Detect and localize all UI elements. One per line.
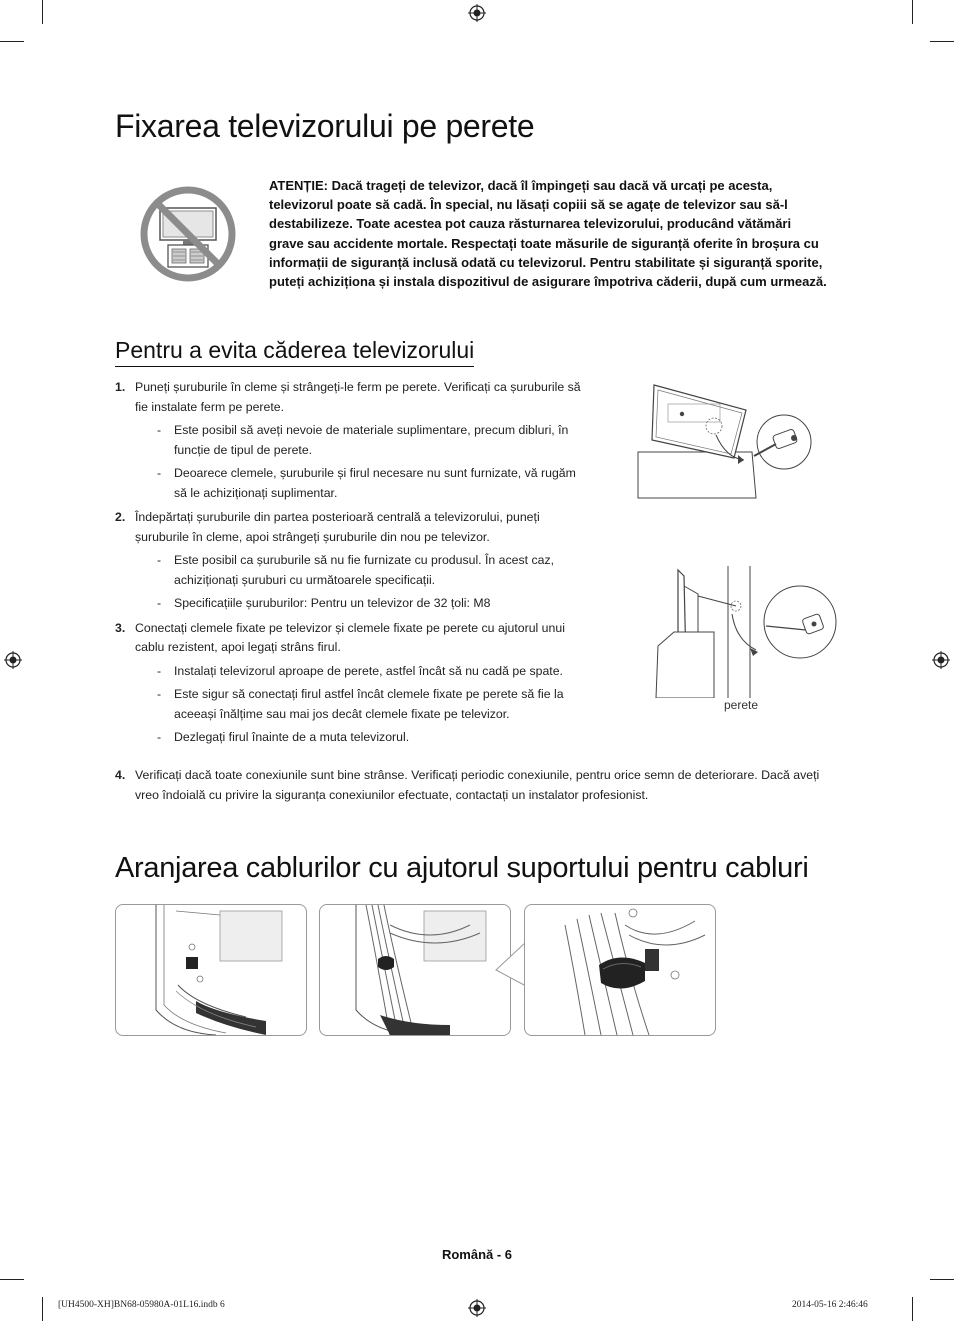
sub-item-text: Specificațiile șuruburilor: Pentru un televizor de 32 țoli: M8 <box>174 596 491 610</box>
sub-item-text: Instalați televizorul aproape de perete, astfel încât să nu cadă pe spate. <box>174 663 563 678</box>
registration-mark-icon <box>932 651 950 669</box>
sub-item: - Dezlegați firul înainte de a muta televizorul. <box>157 730 410 744</box>
step-text: Conectați clemele fixate pe televizor și clemele fixate pe perete cu ajutorul unui cablu rezistent, apoi legați strâns firul. <box>135 620 565 654</box>
sub-item-text: Deoarece clemele, șuruburile și firul necesare nu sunt furnizate, vă rugăm să le achiziționați suplimentar. <box>174 466 576 500</box>
sub-item: - Este posibil să aveți nevoie de materiale suplimentare, precum dibluri, în funcție de tipul de perete. <box>157 423 569 457</box>
crop-mark <box>930 41 954 42</box>
sub-item-text: Este sigur să conectați firul astfel încât clemele fixate pe perete să fie la aceeași înălțime sau mai jos decât clemele fixate pe televizor. <box>174 687 564 721</box>
crop-mark <box>912 0 913 24</box>
cable-holder-step-2-image <box>319 904 511 1036</box>
sub-item: - Instalați televizorul aproape de perete, astfel încât să nu cadă pe spate. <box>157 663 563 678</box>
sub-item-text: Este posibil să aveți nevoie de materiale suplimentare, precum dibluri, în funcție de tipul de perete. <box>174 423 569 457</box>
list-item <box>115 378 590 503</box>
list-item <box>115 508 590 614</box>
step-text: Puneți șuruburile în cleme și strângeți-le ferm pe perete. Verificați ca șuruburile să fie instalate ferm pe perete. <box>135 380 581 414</box>
crop-mark <box>930 1279 954 1280</box>
page-footer: Română - 6 <box>441 1247 513 1262</box>
wall-label: perete <box>724 698 759 712</box>
tv-wall-cord-illustration <box>654 566 844 698</box>
sub-item: - Deoarece clemele, șuruburile și firul necesare nu sunt furnizate, vă rugăm să le achiziționați suplimentar. <box>157 466 576 500</box>
list-item <box>115 619 590 748</box>
step-text: Verificați dacă toate conexiunile sunt bine strânse. Verificați periodic conexiunile, pentru orice semn de deteriorare. Dacă aveți vreo îndoială cu privire la siguranța conexiunilor efectuate, contactați un instalator profesionist. <box>135 768 820 802</box>
crop-mark <box>0 1279 24 1280</box>
sub-item-text: Dezlegați firul înainte de a muta televizorul. <box>174 730 410 744</box>
crop-mark <box>42 1297 43 1321</box>
step-number: 1. <box>115 380 126 394</box>
step-number: 3. <box>115 620 126 635</box>
steps-list <box>115 378 590 753</box>
page-title: Fixarea televizorului pe perete <box>115 108 535 144</box>
sub-item: - Este posibil ca șuruburile să nu fie furnizate cu produsul. În acest caz, achiziționați șuruburi cu următoarele specificații. <box>157 553 555 587</box>
step-number: 4. <box>115 768 126 782</box>
print-imprint-file: [UH4500-XH]BN68-05980A-01L16.indb 6 <box>58 1300 225 1310</box>
sub-item: - Este sigur să conectați firul astfel încât clemele fixate pe perete să fie la aceeași înălțime sau mai jos decât clemele fixate pe televizor. <box>157 687 564 721</box>
sub-item-text: Este posibil ca șuruburile să nu fie furnizate cu produsul. În acest caz, achiziționați șuruburi cu următoarele specificații. <box>174 553 555 587</box>
section-title-cable-holder: Aranjarea cablurilor cu ajutorul suportului pentru cabluri <box>115 852 809 884</box>
section-title-fall-prevention: Pentru a evita căderea televizorului <box>115 337 474 367</box>
crop-mark <box>912 1297 913 1321</box>
step-number: 2. <box>115 510 126 524</box>
sub-item: - Specificațiile șuruburilor: Pentru un televizor de 32 țoli: M8 <box>157 596 491 610</box>
list-item <box>115 766 825 805</box>
no-climbing-icon <box>138 186 238 282</box>
print-imprint-date: 2014-05-16 2:46:46 <box>792 1300 868 1310</box>
tv-bracket-illustration <box>634 380 844 510</box>
registration-mark-icon <box>4 651 22 669</box>
callout-pointer <box>494 940 528 990</box>
crop-mark <box>42 0 43 24</box>
registration-mark-icon <box>468 1299 486 1317</box>
step-text: Îndepărtați șuruburile din partea posterioară centrală a televizorului, puneți șuruburile în cleme, apoi strângeți șuruburile din nou pe televizor. <box>135 510 540 544</box>
cable-holder-step-1-image <box>115 904 307 1036</box>
cable-holder-step-3-image <box>524 904 716 1036</box>
crop-mark <box>0 41 24 42</box>
caution-text: ATENȚIE: Dacă trageți de televizor, dacă îl împingeți sau dacă vă urcați pe acesta, televizorul poate să cadă. În special, nu lăsați copiii să se agațe de televizor sau să-l destabilizeze. Toate acestea pot cauza răsturnarea televizorului, producând vătămări grave sau accidente mortale. Respectați toate măsurile de siguranță oferite în broșura cu informații de siguranță inclusă odată cu televizorul. Pentru stabilitate și siguranță sporite, puteți achiziționa și instala dispozitivul de asigurare împotriva căderii, după cum urmează. <box>269 178 827 290</box>
registration-mark-icon <box>468 4 486 22</box>
